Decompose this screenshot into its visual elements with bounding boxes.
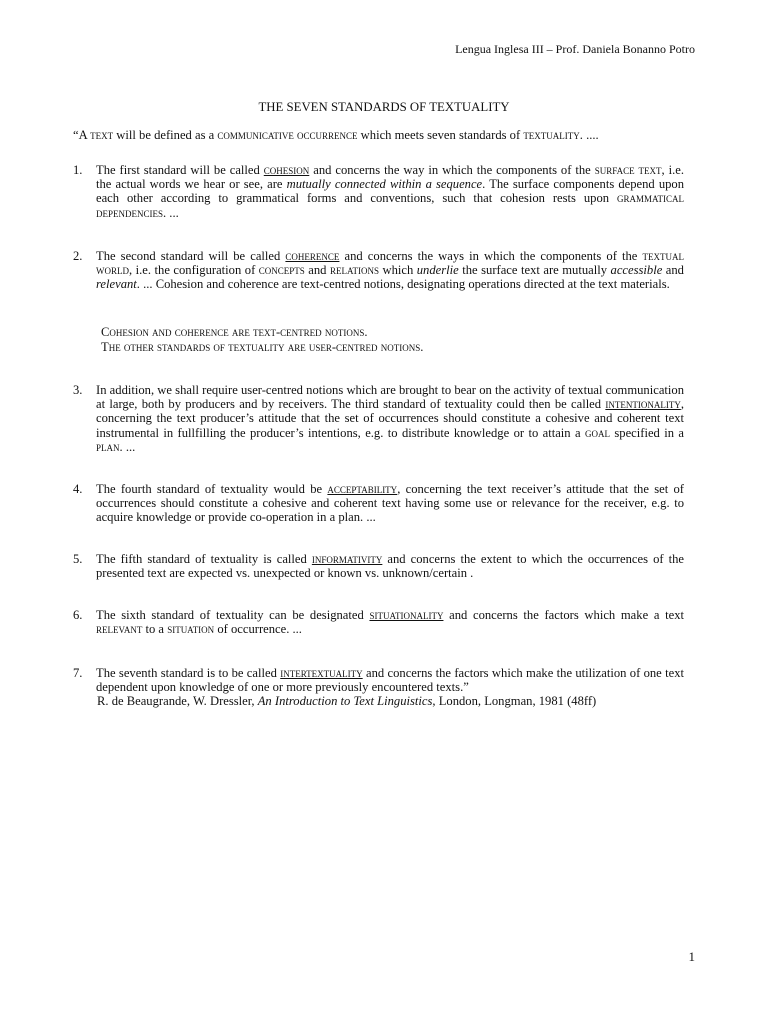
list-item: 6. The sixth standard of textuality can be designated situationality and concerns the factors which make a text relevant to a situation of occurrence. ... bbox=[73, 608, 684, 637]
item-number: 5. bbox=[73, 552, 83, 566]
page-number: 1 bbox=[688, 949, 695, 964]
intro-paragraph: “A text will be defined as a communicative occurrence which meets seven standards of textuality. .... bbox=[73, 128, 599, 142]
list-item: 3. In addition, we shall require user-centred notions which are brought to bear on the activity of textual communication at large, both by producers and by receivers. The third standard of textuality could then be called intentionality, concerning the text producer’s attitude that the set of occurrences should constitute a cohesive and coherent text instrumental in fullfilling the producer’s intentions, e.g. to distribute knowledge or to attain a goal specified in a plan. ... bbox=[73, 383, 684, 454]
list-item: 5. The fifth standard of textuality is called informativity and concerns the extent to which the occurrences of the presented text are expected vs. unexpected or known vs. unknown/certain . bbox=[73, 552, 685, 581]
list-item: 1. The first standard will be called cohesion and concerns the way in which the components of the surface text, i.e. the actual words we hear or see, are mutually connected within a sequence. The surface components depend upon each other according to grammatical forms and conventions, such that cohesion rests upon grammatical dependencies. ... bbox=[73, 163, 685, 220]
item-number: 3. bbox=[73, 383, 83, 397]
list-item: 4. The fourth standard of textuality would be acceptability, concerning the text receiver’s attitude that the set of occurrences should constitute a cohesive and coherent text having some use or relevance for the receiver, e.g. to acquire knowledge or provide co-operation in a plan. ... bbox=[73, 482, 684, 525]
list-item: 2. The second standard will be called coherence and concerns the ways in which the components of the textual world, i.e. the configuration of concepts and relations which underlie the surface text are mutually accessible and relevant. ... Cohesion and coherence are text-centred notions, designating operations directed at the text materials. bbox=[73, 249, 684, 292]
item-number: 2. bbox=[73, 249, 83, 263]
page-header: Lengua Inglesa III – Prof. Daniela Bonanno Potro bbox=[455, 42, 695, 56]
item-number: 4. bbox=[73, 482, 83, 496]
note-line: Cohesion and coherence are text-centred notions. bbox=[101, 325, 368, 339]
note-line: The other standards of textuality are user-centred notions. bbox=[101, 340, 424, 354]
document-title: THE SEVEN STANDARDS OF TEXTUALITY bbox=[258, 100, 510, 114]
note-block bbox=[101, 325, 423, 355]
citation: R. de Beaugrande, W. Dressler, An Introduction to Text Linguistics, London, Longman, 1981 (48ff) bbox=[97, 694, 597, 709]
list-item: 7. The seventh standard is to be called intertextuality and concerns the factors which make the utilization of one text dependent upon knowledge of one or more previously encountered texts.” R. de Beaugrande, W. Dressler, An Introduction to Text Linguistics, London, Longman, 1981 (48ff) bbox=[73, 666, 684, 709]
item-number: 7. bbox=[73, 666, 83, 680]
item-number: 6. bbox=[73, 608, 83, 622]
item-number: 1. bbox=[73, 163, 83, 177]
